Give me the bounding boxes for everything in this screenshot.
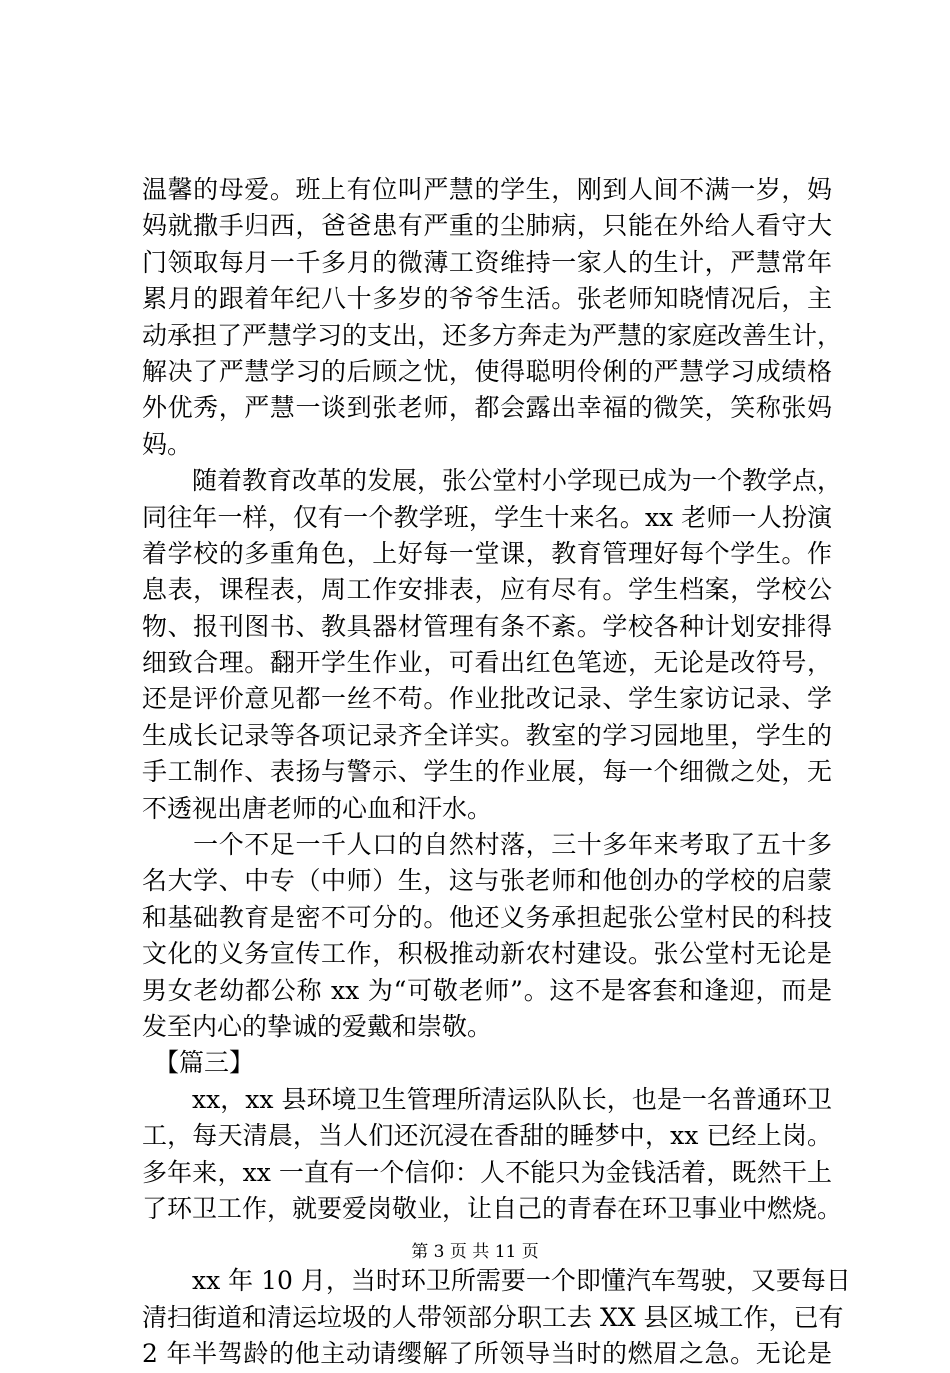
section-heading: 【篇三】 — [154, 1048, 255, 1078]
text-line: xx 年 10 月，当时环卫所需要一个即懂汽车驾驶，又要每日 — [142, 1266, 851, 1296]
text-line: 外优秀，严慧一谈到张老师，都会露出幸福的微笑，笑称张妈 — [142, 393, 832, 423]
text-line: 文化的义务宣传工作，积极推动新农村建设。张公堂村无论是 — [142, 939, 832, 969]
text-line: 妈就撒手归西，爸爸患有严重的尘肺病，只能在外给人看守大 — [142, 211, 832, 241]
text-line: 发至内心的挚诚的爱戴和崇敬。 — [142, 1011, 493, 1041]
text-line: 一个不足一千人口的自然村落，三十多年来考取了五十多 — [142, 830, 832, 860]
text-line: 手工制作、表扬与警示、学生的作业展，每一个细微之处，无 — [142, 757, 832, 787]
document-body — [142, 172, 851, 1373]
paragraph-block-1 — [142, 172, 843, 1045]
text-line: 2 年半驾龄的他主动请缨解了所领导当时的燃眉之急。无论是 — [142, 1339, 832, 1369]
text-line: 多年来，xx 一直有一个信仰：人不能只为金钱活着，既然干上 — [142, 1157, 832, 1187]
text-line: 息表，课程表，周工作安排表，应有尽有。学生档案，学校公 — [142, 575, 832, 605]
text-line: 随着教育改革的发展，张公堂村小学现已成为一个教学点， — [142, 466, 843, 496]
paragraph-block-2 — [142, 1082, 843, 1228]
text-line: 工，每天清晨，当人们还沉浸在香甜的睡梦中，xx 已经上岗。 — [142, 1121, 832, 1151]
text-line: 温馨的母爱。班上有位叫严慧的学生，刚到人间不满一岁，妈 — [142, 175, 832, 204]
text-line: 累月的跟着年纪八十多岁的爷爷生活。张老师知晓情况后，主 — [142, 284, 832, 314]
text-line: 妈。 — [142, 429, 193, 459]
text-line: 生成长记录等各项记录齐全详实。教室的学习园地里，学生的 — [142, 720, 832, 750]
text-line: 物、报刊图书、教具器材管理有条不紊。学校各种计划安排得 — [142, 611, 832, 641]
text-line: 了环卫工作，就要爱岗敬业，让自己的青春在环卫事业中燃烧。 — [142, 1193, 843, 1223]
text-line: 名大学、中专（中师）生，这与张老师和他创办的学校的启蒙 — [142, 866, 832, 896]
text-line: 解决了严慧学习的后顾之忧，使得聪明伶俐的严慧学习成绩格 — [142, 356, 832, 386]
text-line: 同往年一样，仅有一个教学班，学生十来名。xx 老师一人扮演 — [142, 502, 832, 532]
text-line: 还是评价意见都一丝不苟。作业批改记录、学生家访记录、学 — [142, 684, 832, 714]
text-line: 清扫街道和清运垃圾的人带领部分职工去 XX 县区城工作，已有 — [142, 1302, 844, 1332]
text-line: xx，xx 县环境卫生管理所清运队队长，也是一名普通环卫 — [142, 1084, 832, 1114]
text-line: 细致合理。翻开学生作业，可看出红色笔迹，无论是改符号， — [142, 648, 832, 678]
text-line: 不透视出唐老师的心血和汗水。 — [142, 793, 493, 823]
text-line: 男女老幼都公称 xx 为“可敬老师”。这不是客套和逢迎，而是 — [142, 975, 832, 1005]
page-footer: 第 3 页 共 11 页 — [411, 1242, 539, 1262]
text-line: 门领取每月一千多月的微薄工资维持一家人的生计，严慧常年 — [142, 247, 832, 277]
text-line: 着学校的多重角色，上好每一堂课，教育管理好每个学生。作 — [142, 538, 832, 568]
text-line: 动承担了严慧学习的支出，还多方奔走为严慧的家庭改善生计， — [142, 320, 843, 350]
text-line: 和基础教育是密不可分的。他还义务承担起张公堂村民的科技 — [142, 902, 832, 932]
paragraph-block-3 — [142, 1263, 851, 1372]
